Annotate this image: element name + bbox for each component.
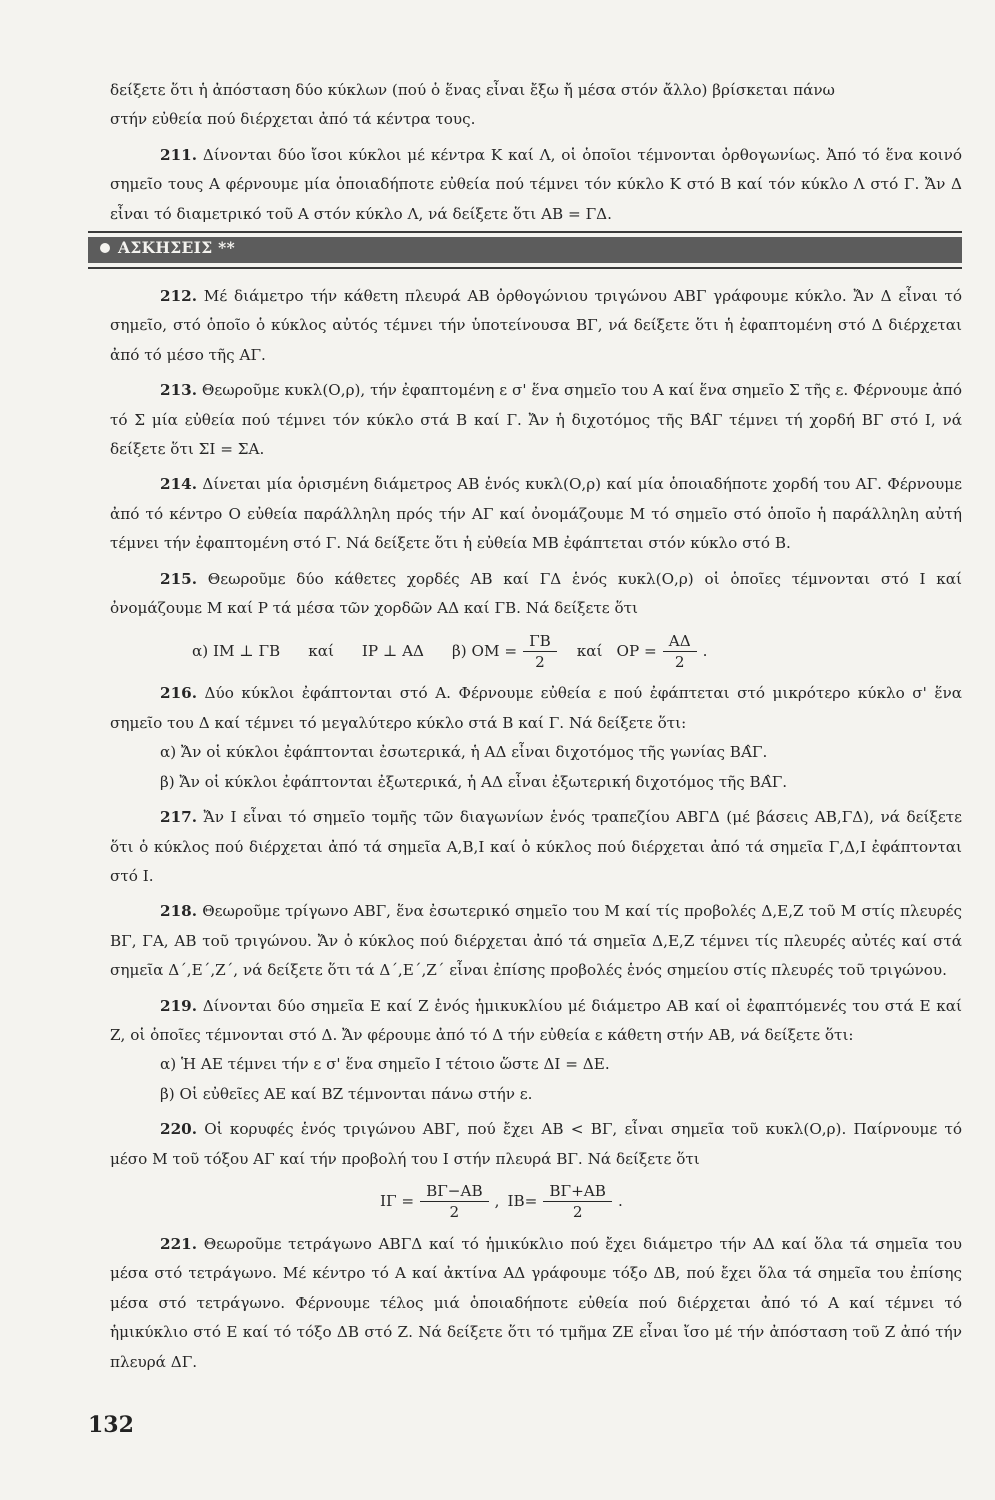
exercise-219-a: α) Ἡ ΑΕ τέμνει τήν ε σ' ἕνα σημεῖο Ι τέτοιο ὥστε ΔΙ = ΔΕ.: [160, 1055, 610, 1074]
exercise-text: Δύο κύκλοι ἐφάπτονται στό Α. Φέρνουμε εὐθεία ε πού ἐφάπτεται στό μικρότερο κύκλο σ' ἕνα σημεῖο του Δ καί τέμνει τό μεγαλύτερο κύκλο στά Β καί Γ. Νά δείξετε ὅτι:: [110, 684, 962, 732]
fraction-numerator: ΑΔ: [663, 631, 697, 652]
exercise-number: 216.: [160, 684, 197, 703]
exercise-text: Θεωροῦμε τετράγωνο ΑΒΓΔ καί τό ἡμικύκλιο πού ἔχει διάμετρο τήν ΑΔ καί ὅλα τά σημεῖα του μέσα στό τετράγωνο. Μέ κέντρο τό Α καί ἀκτίνα ΑΔ γράφουμε τόξο ΔΒ, πού ἔχει ὅλα τά σημεῖα του ἐπίσης μέσα στό τετράγωνο. Φέρνουμε τέλος μιά ὁποιαδήποτε εὐθεία πού διέρχεται ἀπό τό Α καί τέμνει τό ἡμικύκλιο στό Ε καί τό τόξο ΔΒ στό Ζ. Νά δείξετε ὅτι τό τμῆμα ΖΕ εἶναι ἴσο μέ τήν ἀπόσταση τοῦ Ζ ἀπό τήν πλευρά ΔΓ.: [110, 1234, 962, 1371]
formula-part-a: α) ΙΜ ⊥ ΓΒ: [192, 641, 281, 660]
exercise-number: 215.: [160, 569, 197, 588]
exercise-text: Ἄν Ι εἶναι τό σημεῖο τομῆς τῶν διαγωνίων ἑνός τραπεζίου ΑΒΓΔ (μέ βάσεις ΑΒ,ΓΔ), νά δείξετε ὅτι ὁ κύκλος πού διέρχεται ἀπό τά σημεῖα Α,Β,Ι καί ὁ κύκλος πού διέρχεται ἀπό τά σημεῖα Γ,Δ,Ι ἐφάπτονται στό Ι.: [110, 808, 963, 885]
fraction-ig: [420, 1181, 489, 1222]
fraction-denominator: 2: [674, 652, 685, 671]
formula-end: .: [617, 1192, 623, 1211]
formula-end: .: [702, 641, 708, 660]
exercise-221: [110, 1230, 962, 1377]
exercise-217: [110, 803, 962, 891]
exercise-220: [110, 1115, 962, 1174]
exercise-number: 212.: [160, 287, 197, 305]
top-block: [110, 76, 962, 229]
intro-line-2: στήν εὐθεία πού διέρχεται ἀπό τά κέντρα τους.: [110, 110, 476, 129]
exercise-text: Δίνεται μία ὁρισμένη διάμετρος ΑΒ ἑνός κυκλ(Ο,ρ) καί μία ὁποιαδήποτε χορδή του ΑΓ. Φέρνουμε ἀπό τό κέντρο Ο εὐθεία παράλληλη πρός τήν ΑΓ καί ὀνομάζουμε Μ τό σημεῖο στό ὁποῖο ἡ παράλληλη αὐτή τέμνει τήν ἐφαπτομένη στό Γ. Νά δείξετε ὅτι ἡ εὐθεία ΜΒ ἐφάπτεται στόν κύκλο στό Β.: [110, 475, 962, 553]
formula-215: [110, 623, 962, 679]
exercise-214: [110, 470, 962, 558]
exercise-219-b: β) Οἱ εὐθεῖες ΑΕ καί ΒΖ τέμνονται πάνω στήν ε.: [160, 1084, 533, 1103]
exercise-number: 220.: [160, 1120, 197, 1139]
exercise-text: Δίνονται δύο ἴσοι κύκλοι μέ κέντρα Κ καί Λ, οἱ ὁποῖοι τέμνονται ὀρθογωνίως. Ἀπό τό ἕνα κοινό σημεῖο τους Α φέρνουμε μία ὁποιαδήποτε εὐθεία πού τέμνει τόν κύκλο Κ στό Β καί τόν κύκλο Λ στό Γ. Ἄν Δ εἶναι τό διαμετρικό τοῦ Α στόν κύκλο Λ, νά δείξετε ὅτι ΑΒ = ΓΔ.: [110, 145, 962, 223]
fraction-denominator: 2: [535, 652, 545, 671]
fraction-ib: [543, 1181, 612, 1222]
exercise-212: [110, 282, 962, 370]
formula-part-d: ΟΡ =: [616, 641, 657, 660]
fraction-denominator: 2: [449, 1203, 460, 1222]
exercise-number: 214.: [160, 475, 197, 494]
fraction-denominator: 2: [572, 1203, 583, 1222]
fraction-gb: [523, 631, 557, 672]
exercise-number: 211.: [160, 145, 197, 164]
formula-part-c: β) ΟΜ =: [452, 641, 518, 660]
exercise-216: [110, 679, 962, 738]
exercise-213: [110, 376, 962, 464]
exercise-number: 217.: [160, 808, 197, 827]
formula-ig: ΙΓ =: [380, 1192, 415, 1211]
exercise-216-a: α) Ἄν οἱ κύκλοι ἐφάπτονται ἐσωτερικά, ἡ ΑΔ εἶναι διχοτόμος τῆς γωνίας ΒΑ̂Γ.: [160, 743, 768, 762]
formula-sep: ,: [494, 1192, 500, 1211]
formula-kai: καί: [576, 641, 603, 660]
exercise-215: [110, 565, 962, 624]
fraction-ad: [663, 631, 697, 672]
exercise-number: 219.: [160, 996, 197, 1015]
exercise-number: 221.: [160, 1234, 197, 1253]
exercise-number: 213.: [160, 381, 197, 400]
formula-220: [110, 1174, 962, 1230]
exercise-211: [110, 141, 962, 229]
bullet-icon: [100, 243, 110, 253]
section-banner: [88, 231, 962, 269]
exercise-text: Θεωροῦμε δύο κάθετες χορδές ΑΒ καί ΓΔ ἑνός κυκλ(Ο,ρ) οἱ ὁποῖες τέμνονται στό Ι καί ὀνομάζουμε Μ καί Ρ τά μέσα τῶν χορδῶν ΑΔ καί ΓΒ. Νά δείξετε ὅτι: [110, 569, 962, 618]
exercises-block: [110, 282, 962, 1377]
intro-line-1: δείξετε ὅτι ἡ ἀπόσταση δύο κύκλων (πού ὁ ἕνας εἶναι ἔξω ἤ μέσα στόν ἄλλο) βρίσκεται πάνω: [110, 81, 835, 99]
exercise-text: Μέ διάμετρο τήν κάθετη πλευρά ΑΒ ὀρθογώνιου τριγώνου ΑΒΓ γράφουμε κύκλο. Ἄν Δ εἶναι τό σημεῖο, στό ὁποῖο ὁ κύκλος αὐτός τέμνει τήν ὑποτείνουσα ΒΓ, νά δείξετε ὅτι ἡ ἐφαπτομένη στό Δ διέρχεται ἀπό τό μέσο τῆς ΑΓ.: [110, 287, 963, 364]
section-title: ΑΣΚΗΣΕΙΣ **: [118, 238, 235, 257]
exercise-text: Οἱ κορυφές ἑνός τριγώνου ΑΒΓ, πού ἔχει ΑΒ < ΒΓ, εἶναι σημεῖα τοῦ κυκλ(Ο,ρ). Παίρνουμε τό μέσο Μ τοῦ τόξου ΑΓ καί τήν προβολή του Ι στήν πλευρά ΒΓ. Νά δείξετε ὅτι: [110, 1120, 963, 1168]
fraction-numerator: ΒΓ−ΑΒ: [420, 1181, 489, 1202]
exercise-number: 218.: [160, 902, 197, 921]
formula-kai: καί: [308, 641, 334, 660]
fraction-numerator: ΓΒ: [523, 631, 557, 652]
fraction-numerator: ΒΓ+ΑΒ: [543, 1181, 612, 1202]
page-number: 132: [88, 1412, 134, 1438]
formula-ib: ΙΒ=: [507, 1192, 538, 1211]
exercise-text: Δίνονται δύο σημεῖα Ε καί Ζ ἑνός ἡμικυκλίου μέ διάμετρο ΑΒ καί οἱ ἐφαπτόμενές του στά Ε καί Ζ, οἱ ὁποῖες τέμνονται στό Δ. Ἄν φέρουμε ἀπό τό Δ τήν εὐθεία ε κάθετη στήν ΑΒ, νά δείξετε ὅτι:: [110, 996, 963, 1044]
exercise-219: [110, 992, 962, 1051]
formula-part-b: ΙΡ ⊥ ΑΔ: [361, 641, 424, 660]
exercise-218: [110, 897, 962, 985]
exercise-216-b: β) Ἄν οἱ κύκλοι ἐφάπτονται ἐξωτερικά, ἡ ΑΔ εἶναι ἐξωτερική διχοτόμος τῆς ΒΑ̂Γ.: [160, 772, 788, 791]
exercise-text: Θεωροῦμε τρίγωνο ΑΒΓ, ἕνα ἐσωτερικό σημεῖο του Μ καί τίς προβολές Δ,Ε,Ζ τοῦ Μ στίς πλευρές ΒΓ, ΓΑ, ΑΒ τοῦ τριγώνου. Ἄν ὁ κύκλος πού διέρχεται ἀπό τά σημεῖα Δ,Ε,Ζ τέμνει τίς πλευρές αὐτές καί στά σημεῖα Δ΄,Ε΄,Ζ΄, νά δείξετε ὅτι τά Δ΄,Ε΄,Ζ΄ εἶναι ἐπίσης προβολές ἑνός σημείου στίς πλευρές τοῦ τριγώνου.: [110, 902, 963, 980]
exercise-text: Θεωροῦμε κυκλ(Ο,ρ), τήν ἐφαπτομένη ε σ' ἕνα σημεῖο του Α καί ἕνα σημεῖο Σ τῆς ε. Φέρνουμε ἀπό τό Σ μία εὐθεία πού τέμνει τόν κύκλο στά Β καί Γ. Ἄν ἡ διχοτόμος τῆς ΒΑ̂Γ τέμνει τή χορδή ΒΓ στό Ι, νά δείξετε ὅτι ΣΙ = ΣΑ.: [110, 381, 962, 459]
